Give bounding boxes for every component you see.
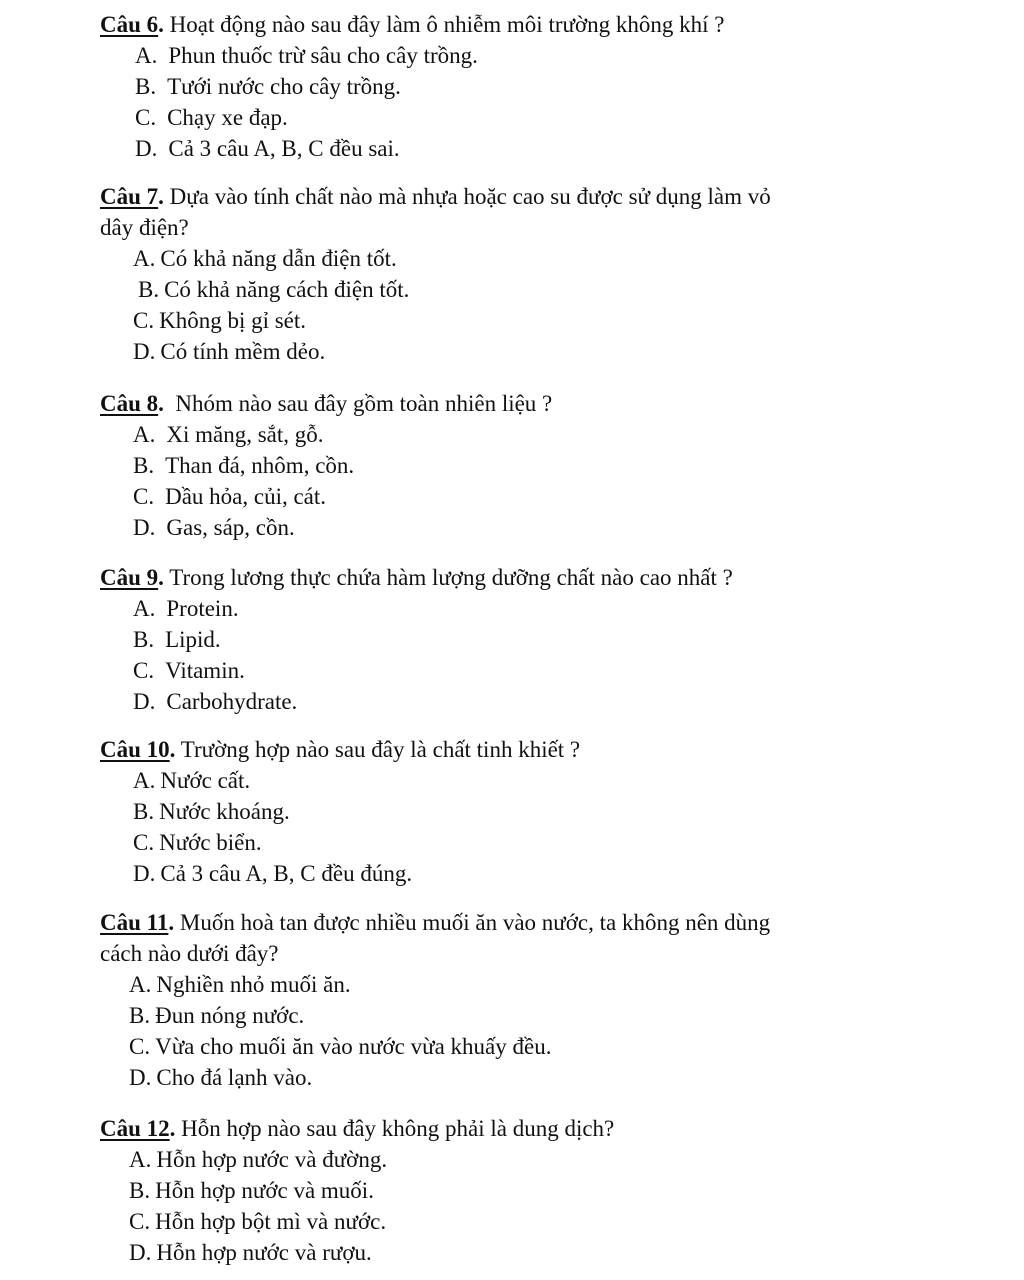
option-letter: C. xyxy=(133,484,155,509)
question-text: Trường hợp nào sau đây là chất tinh khiết ? xyxy=(175,737,581,762)
option-letter: D. xyxy=(129,1065,152,1090)
option-text: Cả 3 câu A, B, C đều sai. xyxy=(168,136,400,161)
label-dot: . xyxy=(158,565,164,590)
option-a xyxy=(100,765,940,796)
option-text: Đun nóng nước. xyxy=(155,1003,305,1028)
option-text: Hỗn hợp nước và đường. xyxy=(156,1147,388,1172)
option-text: Phun thuốc trừ sâu cho cây trồng. xyxy=(168,43,478,68)
option-b xyxy=(100,274,940,305)
option-text: Than đá, nhôm, cồn. xyxy=(165,453,355,478)
option-letter: C. xyxy=(133,658,155,683)
option-a xyxy=(100,1144,940,1175)
question-stem xyxy=(100,388,940,419)
option-c xyxy=(100,305,940,336)
option-b xyxy=(100,624,940,655)
question-stem-continued: dây điện? xyxy=(100,215,189,240)
question-label: Câu 10 xyxy=(100,737,170,762)
option-text: Chạy xe đạp. xyxy=(167,105,288,130)
label-dot: . xyxy=(158,184,164,209)
option-c xyxy=(100,1031,940,1062)
option-letter: A. xyxy=(129,972,152,997)
question-9 xyxy=(100,562,940,717)
option-text: Gas, sáp, cồn. xyxy=(166,515,295,540)
option-c xyxy=(100,481,940,512)
question-stem xyxy=(100,1113,940,1144)
question-stem xyxy=(100,562,940,593)
option-text: Tưới nước cho cây trồng. xyxy=(167,74,401,99)
question-stem xyxy=(100,181,940,212)
option-letter: C. xyxy=(133,308,155,333)
question-text: Muốn hoà tan được nhiều muối ăn vào nước, ta không nên dùng xyxy=(174,910,771,935)
question-text: Trong lương thực chứa hàm lượng dưỡng chất nào cao nhất ? xyxy=(163,565,733,590)
option-text: Nước khoáng. xyxy=(159,799,290,824)
option-letter: D. xyxy=(129,1240,152,1265)
label-dot: . xyxy=(158,391,164,416)
option-letter: D. xyxy=(133,861,156,886)
option-letter: A. xyxy=(133,596,156,621)
option-a xyxy=(100,969,940,1000)
option-a xyxy=(100,40,940,71)
option-b xyxy=(100,71,940,102)
option-letter: D. xyxy=(133,515,156,540)
question-stem-continued: cách nào dưới đây? xyxy=(100,941,279,966)
option-letter: D. xyxy=(133,339,156,364)
option-text: Có khả năng dẫn điện tốt. xyxy=(160,246,397,271)
option-d xyxy=(100,133,940,164)
option-letter: B. xyxy=(133,799,155,824)
option-letter: B. xyxy=(129,1003,151,1028)
question-text: Hỗn hợp nào sau đây không phải là dung dịch? xyxy=(175,1116,615,1141)
option-b xyxy=(100,796,940,827)
option-text: Hỗn hợp nước và rượu. xyxy=(156,1240,372,1265)
question-label: Câu 12 xyxy=(100,1116,170,1141)
question-label: Câu 9 xyxy=(100,565,159,590)
question-10 xyxy=(100,734,940,889)
option-d xyxy=(100,336,940,367)
option-a xyxy=(100,243,940,274)
option-d xyxy=(100,686,940,717)
option-c xyxy=(100,655,940,686)
option-letter: B. xyxy=(133,453,155,478)
option-b xyxy=(100,1000,940,1031)
option-letter: C. xyxy=(129,1034,151,1059)
option-text: Carbohydrate. xyxy=(166,689,298,714)
question-stem xyxy=(100,734,940,765)
question-label: Câu 11 xyxy=(100,910,169,935)
option-letter: C. xyxy=(129,1209,151,1234)
option-text: Xi măng, sắt, gỗ. xyxy=(166,422,324,447)
label-dot: . xyxy=(158,12,164,37)
option-letter: A. xyxy=(133,422,156,447)
question-stem xyxy=(100,907,940,938)
option-text: Có tính mềm dẻo. xyxy=(160,339,326,364)
option-a xyxy=(100,593,940,624)
option-d xyxy=(100,1062,940,1093)
label-dot: . xyxy=(169,737,176,762)
question-11 xyxy=(100,907,940,1093)
option-letter: B. xyxy=(129,1178,151,1203)
question-label: Câu 7 xyxy=(100,184,159,209)
question-text: Nhóm nào sau đây gồm toàn nhiên liệu ? xyxy=(163,391,553,416)
option-text: Protein. xyxy=(166,596,239,621)
option-text: Hỗn hợp bột mì và nước. xyxy=(155,1209,387,1234)
option-text: Nước biển. xyxy=(159,830,262,855)
question-label: Câu 6 xyxy=(100,12,159,37)
option-letter: A. xyxy=(135,43,158,68)
question-stem xyxy=(100,9,940,40)
option-text: Nước cất. xyxy=(160,768,251,793)
question-6 xyxy=(100,9,940,164)
option-d xyxy=(100,858,940,889)
option-text: Dầu hỏa, củi, cát. xyxy=(165,484,327,509)
option-letter: B. xyxy=(133,627,155,652)
option-letter: C. xyxy=(133,830,155,855)
question-text: Dựa vào tính chất nào mà nhựa hoặc cao su được sử dụng làm vỏ xyxy=(163,184,771,209)
option-text: Vừa cho muối ăn vào nước vừa khuấy đều. xyxy=(155,1034,552,1059)
option-c xyxy=(100,827,940,858)
option-letter: D. xyxy=(133,689,156,714)
option-text: Nghiền nhỏ muối ăn. xyxy=(156,972,351,997)
option-letter: B. xyxy=(138,277,160,302)
question-text: Hoạt động nào sau đây làm ô nhiễm môi trường không khí ? xyxy=(163,12,725,37)
option-a xyxy=(100,419,940,450)
option-b xyxy=(100,1175,940,1206)
option-d xyxy=(100,1237,940,1268)
question-7 xyxy=(100,181,940,367)
label-dot: . xyxy=(169,1116,176,1141)
option-text: Có khả năng cách điện tốt. xyxy=(164,277,410,302)
option-letter: D. xyxy=(135,136,158,161)
option-d xyxy=(100,512,940,543)
question-label: Câu 8 xyxy=(100,391,159,416)
option-text: Vitamin. xyxy=(165,658,245,683)
question-12 xyxy=(100,1113,940,1268)
option-b xyxy=(100,450,940,481)
option-text: Lipid. xyxy=(165,627,221,652)
option-text: Hỗn hợp nước và muối. xyxy=(155,1178,374,1203)
option-letter: A. xyxy=(133,768,156,793)
question-8 xyxy=(100,388,940,543)
option-letter: A. xyxy=(129,1147,152,1172)
option-text: Cả 3 câu A, B, C đều đúng. xyxy=(160,861,413,886)
option-letter: C. xyxy=(135,105,157,130)
option-text: Không bị gỉ sét. xyxy=(159,308,307,333)
option-c xyxy=(100,1206,940,1237)
label-dot: . xyxy=(168,910,175,935)
option-c xyxy=(100,102,940,133)
option-letter: A. xyxy=(133,246,156,271)
option-letter: B. xyxy=(135,74,157,99)
option-text: Cho đá lạnh vào. xyxy=(156,1065,313,1090)
